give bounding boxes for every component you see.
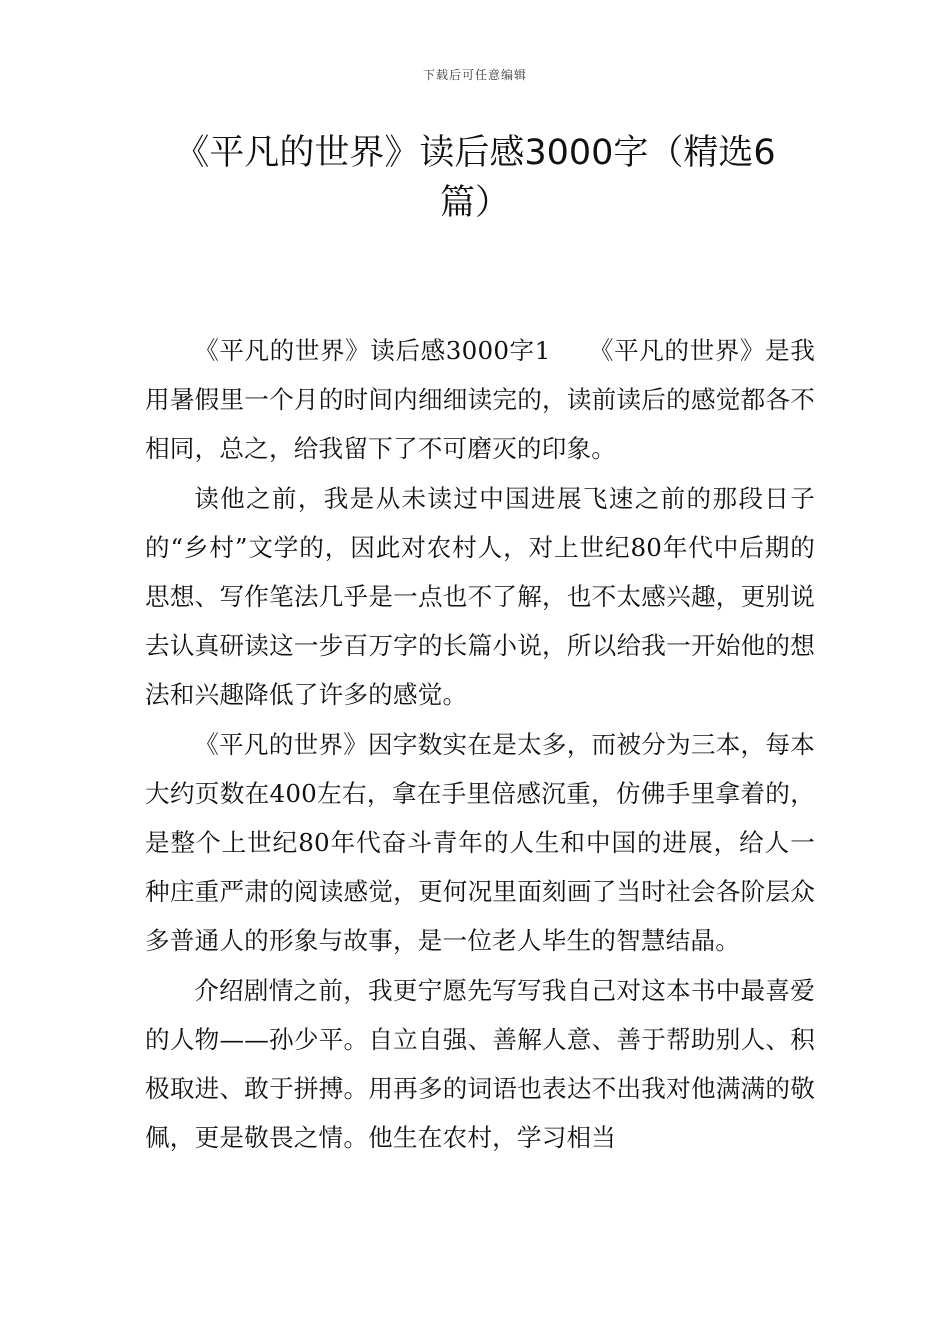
download-note: 下载后可任意编辑 bbox=[422, 68, 527, 82]
article-body bbox=[145, 326, 815, 1162]
paragraph-2: 读他之前，我是从未读过中国进展飞速之前的那段日子的“乡村”文学的，因此对农村人，对上世纪80年代中后期的思想、写作笔法几乎是一点也不了解，也不太感兴趣，更别说去认真研读这一步百万字的长篇小说，所以给我一开始他的想法和兴趣降低了许多的感觉。 bbox=[145, 483, 815, 710]
paragraph-3: 《平凡的世界》因字数实在是太多，而被分为三本，每本大约页数在400左右，拿在手里倍感沉重，仿佛手里拿着的，是整个上世纪80年代奋斗青年的人生和中国的进展，给人一种庄重严肃的阅读感觉，更何况里面刻画了当时社会各阶层众多普通人的形象与故事，是一位老人毕生的智慧结晶。 bbox=[145, 729, 815, 956]
page-title: 《平凡的世界》读后感3000字（精选6篇） bbox=[174, 133, 776, 223]
paragraph-1: 《平凡的世界》读后感3000字1 《平凡的世界》是我用暑假里一个月的时间内细细读完的，读前读后的感觉都各不相同，总之，给我留下了不可磨灭的印象。 bbox=[145, 336, 815, 464]
paragraph-4: 介绍剧情之前，我更宁愿先写写我自己对这本书中最喜爱的人物——孙少平。自立自强、善解人意、善于帮助别人、积极取进、敢于拼搏。用再多的词语也表达不出我对他满满的敬佩，更是敬畏之情。他生在农村，学习相当 bbox=[145, 975, 815, 1153]
